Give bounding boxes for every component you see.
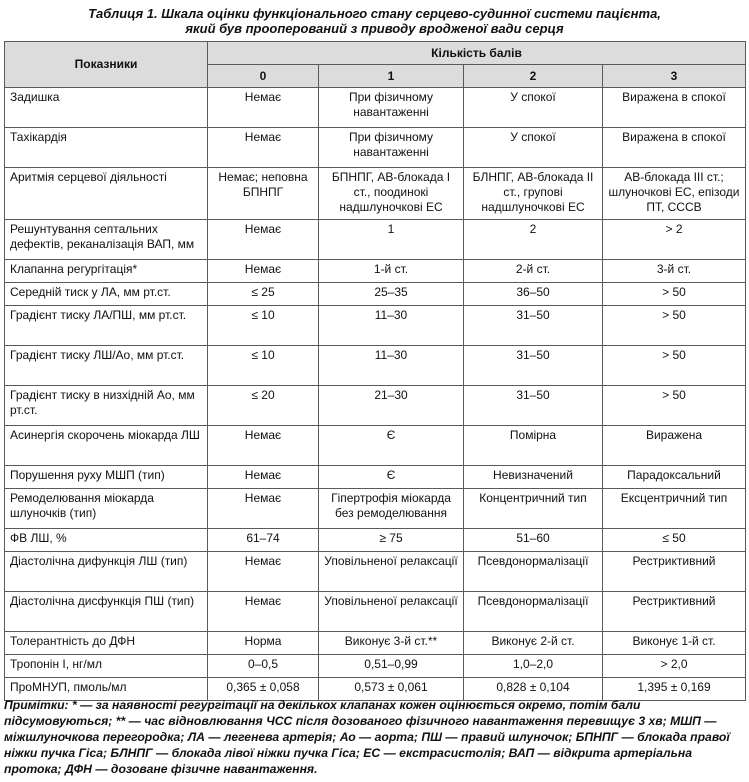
score-0-cell: ≤ 10 bbox=[208, 306, 319, 346]
score-1-cell: 1 bbox=[319, 220, 464, 260]
table-notes: Примітки: * — за наявності регургітації на декількох клапанах кожен оцінюється окремо, потім бали підсумовуються; ** — час відновлювання ЧСС після дозованого фізичного навантаження перевищує 3 хв; МШП — міжшлуночкова перегородка; ЛА — легенева артерія; Ао — аорта; ПШ — правий шлуночок; БПНПГ — блокада правої ніжки пучка Гіса; БЛНПГ — блокада лівої ніжки пучка Гіса; ЕС — екстрасистолія; ВАП — відкрита артеріальна протока; ДФН — дозоване фізичне навантаження. bbox=[4, 698, 730, 776]
score-2-cell: Виконує 2-й ст. bbox=[464, 632, 603, 655]
score-group-header: Кількість балів bbox=[208, 42, 746, 65]
score-column-header: 0 bbox=[208, 65, 319, 88]
table-row bbox=[5, 466, 746, 489]
score-1-cell: 0,51–0,99 bbox=[319, 655, 464, 678]
indicator-cell: Діастолічна дифункція ЛШ (тип) bbox=[5, 552, 208, 592]
score-3-cell: > 2,0 bbox=[603, 655, 746, 678]
indicator-cell: Діастолічна дисфункція ПШ (тип) bbox=[5, 592, 208, 632]
score-2-cell: Концентричний тип bbox=[464, 489, 603, 529]
score-0-cell: Немає bbox=[208, 220, 319, 260]
score-1-cell: При фізичному навантаженні bbox=[319, 88, 464, 128]
table-row bbox=[5, 592, 746, 632]
score-1-cell: 21–30 bbox=[319, 386, 464, 426]
table-row bbox=[5, 655, 746, 678]
score-table bbox=[4, 41, 746, 701]
score-0-cell: 61–74 bbox=[208, 529, 319, 552]
indicator-cell: Порушення руху МШП (тип) bbox=[5, 466, 208, 489]
indicators-header: Показники bbox=[5, 42, 208, 88]
indicator-cell: Асинергія скорочень міокарда ЛШ bbox=[5, 426, 208, 466]
score-2-cell: 31–50 bbox=[464, 346, 603, 386]
score-2-cell: 36–50 bbox=[464, 283, 603, 306]
score-1-cell: Уповільненої релаксації bbox=[319, 552, 464, 592]
score-2-cell: 1,0–2,0 bbox=[464, 655, 603, 678]
score-3-cell: Виражена bbox=[603, 426, 746, 466]
indicator-cell: Решунтування септальних дефектів, реканалізація ВАП, мм bbox=[5, 220, 208, 260]
score-1-cell: При фізичному навантаженні bbox=[319, 128, 464, 168]
score-2-cell: 31–50 bbox=[464, 306, 603, 346]
score-3-cell: Ексцентричний тип bbox=[603, 489, 746, 529]
indicator-cell: Аритмія серцевої діяльності bbox=[5, 168, 208, 220]
score-1-cell: 25–35 bbox=[319, 283, 464, 306]
score-3-cell: > 50 bbox=[603, 346, 746, 386]
score-2-cell: У спокої bbox=[464, 88, 603, 128]
table-row bbox=[5, 346, 746, 386]
score-1-cell: 0,573 ± 0,061 bbox=[319, 678, 464, 701]
caption-line-1: Таблиця 1. Шкала оцінки функціонального стану серцево-судинної системи пацієнта, bbox=[88, 6, 661, 21]
score-0-cell: Немає; неповна БПНПГ bbox=[208, 168, 319, 220]
score-3-cell: > 50 bbox=[603, 386, 746, 426]
table-row bbox=[5, 306, 746, 346]
score-0-cell: Немає bbox=[208, 592, 319, 632]
score-3-cell: 3-й ст. bbox=[603, 260, 746, 283]
table-row bbox=[5, 386, 746, 426]
table-row bbox=[5, 260, 746, 283]
score-0-cell: 0,365 ± 0,058 bbox=[208, 678, 319, 701]
indicator-cell: Градієнт тиску ЛА/ПШ, мм рт.ст. bbox=[5, 306, 208, 346]
caption-line-2: який був прооперований з приводу вродженої вади серця bbox=[185, 21, 564, 36]
indicator-cell: Градієнт тиску в низхідній Ао, мм рт.ст. bbox=[5, 386, 208, 426]
score-0-cell: Немає bbox=[208, 426, 319, 466]
score-0-cell: 0–0,5 bbox=[208, 655, 319, 678]
indicator-cell: Задишка bbox=[5, 88, 208, 128]
score-2-cell: 2-й ст. bbox=[464, 260, 603, 283]
score-3-cell: Парадоксальний bbox=[603, 466, 746, 489]
score-3-cell: АВ-блокада III ст.; шлуночкові ЕС, епізоди ПТ, СССВ bbox=[603, 168, 746, 220]
score-3-cell: Рестриктивний bbox=[603, 552, 746, 592]
score-2-cell: Помірна bbox=[464, 426, 603, 466]
indicator-cell: Ремоделювання міокарда шлуночків (тип) bbox=[5, 489, 208, 529]
table-row bbox=[5, 426, 746, 466]
table-row bbox=[5, 632, 746, 655]
table-header bbox=[5, 42, 746, 88]
table-row bbox=[5, 283, 746, 306]
score-1-cell: Виконує 3-й ст.** bbox=[319, 632, 464, 655]
table-row bbox=[5, 220, 746, 260]
score-3-cell: > 50 bbox=[603, 306, 746, 346]
score-1-cell: Є bbox=[319, 466, 464, 489]
score-2-cell: БЛНПГ, АВ-блокада II ст., групові надшлуночкові ЕС bbox=[464, 168, 603, 220]
score-1-cell: 1-й ст. bbox=[319, 260, 464, 283]
score-0-cell: ≤ 25 bbox=[208, 283, 319, 306]
score-2-cell: Невизначений bbox=[464, 466, 603, 489]
score-0-cell: Немає bbox=[208, 489, 319, 529]
score-1-cell: 11–30 bbox=[319, 346, 464, 386]
score-2-cell: Псевдонормалізації bbox=[464, 552, 603, 592]
indicator-cell: ФВ ЛШ, % bbox=[5, 529, 208, 552]
score-0-cell: Немає bbox=[208, 552, 319, 592]
score-0-cell: Немає bbox=[208, 466, 319, 489]
table-row bbox=[5, 128, 746, 168]
score-0-cell: Норма bbox=[208, 632, 319, 655]
score-3-cell: 1,395 ± 0,169 bbox=[603, 678, 746, 701]
score-1-cell: Уповільненої релаксації bbox=[319, 592, 464, 632]
indicator-cell: ПроМНУП, пмоль/мл bbox=[5, 678, 208, 701]
score-0-cell: ≤ 10 bbox=[208, 346, 319, 386]
table-body bbox=[5, 88, 746, 701]
score-3-cell: Виражена в спокої bbox=[603, 128, 746, 168]
score-0-cell: Немає bbox=[208, 88, 319, 128]
table-row bbox=[5, 88, 746, 128]
table-row bbox=[5, 529, 746, 552]
indicator-cell: Тахікардія bbox=[5, 128, 208, 168]
score-3-cell: Виражена в спокої bbox=[603, 88, 746, 128]
score-1-cell: Є bbox=[319, 426, 464, 466]
score-1-cell: БПНПГ, АВ-блокада I ст., поодинокі надшлуночкові ЕС bbox=[319, 168, 464, 220]
score-2-cell: 31–50 bbox=[464, 386, 603, 426]
score-2-cell: 0,828 ± 0,104 bbox=[464, 678, 603, 701]
score-3-cell: > 50 bbox=[603, 283, 746, 306]
indicator-cell: Тропонін I, нг/мл bbox=[5, 655, 208, 678]
score-3-cell: Виконує 1-й ст. bbox=[603, 632, 746, 655]
score-column-header: 3 bbox=[603, 65, 746, 88]
score-3-cell: > 2 bbox=[603, 220, 746, 260]
score-2-cell: Псевдонормалізації bbox=[464, 592, 603, 632]
score-3-cell: ≤ 50 bbox=[603, 529, 746, 552]
score-2-cell: 2 bbox=[464, 220, 603, 260]
score-0-cell: Немає bbox=[208, 260, 319, 283]
table-row bbox=[5, 489, 746, 529]
score-3-cell: Рестриктивний bbox=[603, 592, 746, 632]
score-1-cell: 11–30 bbox=[319, 306, 464, 346]
indicator-cell: Середній тиск у ЛА, мм рт.ст. bbox=[5, 283, 208, 306]
table-row bbox=[5, 552, 746, 592]
table-row bbox=[5, 168, 746, 220]
score-column-header: 2 bbox=[464, 65, 603, 88]
table-caption bbox=[0, 0, 749, 36]
score-column-header: 1 bbox=[319, 65, 464, 88]
indicator-cell: Градієнт тиску ЛШ/Ао, мм рт.ст. bbox=[5, 346, 208, 386]
score-2-cell: 51–60 bbox=[464, 529, 603, 552]
score-1-cell: ≥ 75 bbox=[319, 529, 464, 552]
indicator-cell: Толерантність до ДФН bbox=[5, 632, 208, 655]
score-1-cell: Гіпертрофія міокарда без ремоделювання bbox=[319, 489, 464, 529]
score-0-cell: Немає bbox=[208, 128, 319, 168]
score-2-cell: У спокої bbox=[464, 128, 603, 168]
indicator-cell: Клапанна регургітація* bbox=[5, 260, 208, 283]
score-0-cell: ≤ 20 bbox=[208, 386, 319, 426]
